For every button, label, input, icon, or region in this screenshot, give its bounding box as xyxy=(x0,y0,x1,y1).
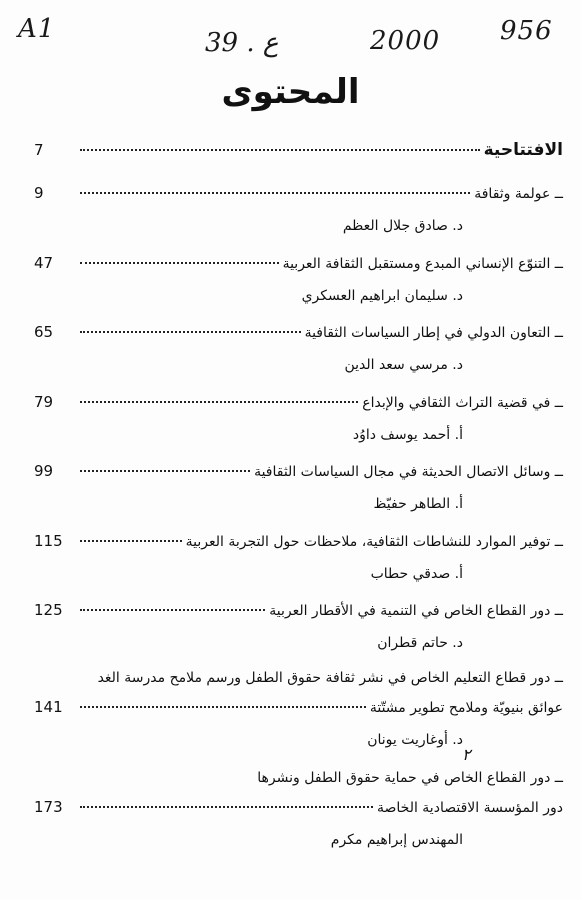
leader-dots xyxy=(80,806,373,808)
toc-entry-author: د. سليمان ابراهيم العسكري xyxy=(301,288,463,304)
toc-entry-author: د. مرسي سعد الدين xyxy=(344,357,463,373)
toc-entry-page: 9 xyxy=(34,184,44,202)
toc-entry-title: ــ في قضية التراث الثقافي والإبداع xyxy=(362,395,563,411)
toc-entry-title: ــ التعاون الدولي في إطار السياسات الثقافية xyxy=(304,325,563,341)
toc-entry-page: 125 xyxy=(34,601,63,619)
toc-entry-author: المهندس إبراهيم مكرم xyxy=(330,832,463,848)
stray-mark: ٢ xyxy=(462,745,471,764)
toc-entry-author: د. صادق جلال العظم xyxy=(342,218,463,234)
toc-entry-author: د. أوغاريت يونان xyxy=(367,732,463,748)
leader-dots xyxy=(80,470,250,472)
leader-dots xyxy=(80,262,279,264)
catalog-number: 956 xyxy=(500,16,553,46)
leader-dots xyxy=(80,706,366,708)
toc-entry xyxy=(34,601,563,651)
toc-entry xyxy=(34,532,563,582)
toc-entry xyxy=(34,140,563,160)
toc-entry-title: ــ دور القطاع الخاص في التنمية في الأقطار العربية xyxy=(269,603,563,619)
toc-entry-subtitle: دور المؤسسة الاقتصادية الخاصة xyxy=(377,800,563,816)
toc-entry-subtitle: عوائق بنيويّة وملامح تطوير مشتّتة xyxy=(369,700,563,716)
toc-entry-page: 173 xyxy=(34,798,63,816)
toc-entry-title: الافتتاحية xyxy=(483,140,563,160)
corner-code: A1 xyxy=(18,14,56,44)
toc-entry xyxy=(34,184,563,234)
toc-entry-title: ــ وسائل الاتصال الحديثة في مجال السياسات الثقافية xyxy=(254,464,563,480)
toc-entry-author: أ. أحمد يوسف داوُد xyxy=(352,427,463,443)
toc-entry-author: د. حاتم قطران xyxy=(377,635,463,651)
toc-entry-page: 99 xyxy=(34,462,54,480)
toc-entry xyxy=(34,323,563,373)
toc-entry-page: 7 xyxy=(34,141,44,159)
leader-dots xyxy=(80,331,301,333)
leader-dots xyxy=(80,401,358,403)
toc-entry-page: 79 xyxy=(34,393,54,411)
toc-entry-page: 65 xyxy=(34,323,54,341)
leader-dots xyxy=(80,609,265,611)
toc-entry-title: ــ توفير الموارد للنشاطات الثقافية، ملاحظات حول التجربة العربية xyxy=(185,534,563,550)
leader-dots xyxy=(80,540,182,542)
toc-entry xyxy=(34,393,563,443)
issue-number: 39 . ع xyxy=(205,28,279,58)
toc-entry-page: 115 xyxy=(34,532,63,550)
toc-entry-page: 141 xyxy=(34,698,63,716)
toc-entry-title: ــ دور القطاع الخاص في حماية حقوق الطفل ونشرها xyxy=(257,770,563,786)
toc-entry xyxy=(34,254,563,304)
page-title: المحتوى xyxy=(221,72,360,112)
toc-entry xyxy=(34,770,563,848)
toc-entry-page: 47 xyxy=(34,254,54,272)
toc-entry xyxy=(34,462,563,512)
year: 2000 xyxy=(370,26,441,56)
toc-entry-title: ــ عولمة وثقافة xyxy=(474,186,563,202)
leader-dots xyxy=(80,149,480,151)
toc-entry xyxy=(34,670,563,748)
toc-entry-title: ــ دور قطاع التعليم الخاص في نشر ثقافة حقوق الطفل ورسم ملامح مدرسة الغد xyxy=(97,670,563,686)
leader-dots xyxy=(80,192,470,194)
toc-entry-author: أ. صدقي حطاب xyxy=(370,566,463,582)
toc-entry-author: أ. الطاهر حفيّظ xyxy=(373,496,463,512)
toc-entry-title: ــ التنوّع الإنساني المبدع ومستقبل الثقافة العربية xyxy=(282,256,563,272)
